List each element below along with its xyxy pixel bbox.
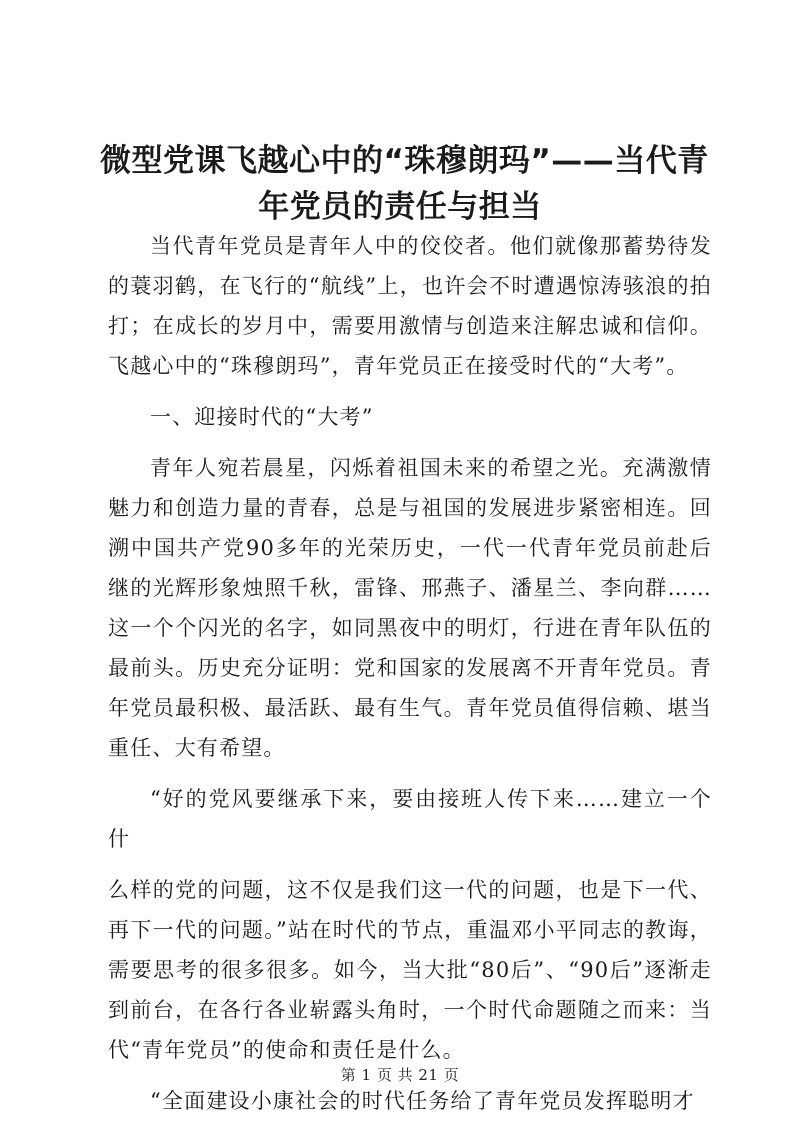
title-line-2: 年党员的责任与担当: [258, 189, 542, 225]
section-heading: 一、迎接时代的“大考”: [150, 405, 374, 429]
title-line-1: 微型党课飞越心中的“珠穆朗玛”——当代青: [100, 143, 709, 179]
paragraph-quote-start: “好的党风要继承下来，要由接班人传下来……建立一个什: [108, 787, 712, 851]
page-number-footer: 第 1 页 共 21 页: [340, 1066, 460, 1084]
paragraph-intro: 当代青年党员是青年人中的佼佼者。他们就像那蓄势待发的蓑羽鹤，在飞行的“航线”上，也许会不时遭遇惊涛骇浪的拍打；在成长的岁月中，需要用激情与创造来注解忠诚和信仰。飞越心中的“珠穆朗玛”，青年党员正在接受时代的“大考”。: [108, 234, 712, 378]
page-title: [100, 138, 709, 230]
paragraph-quote-continued: 么样的党的问题，这不仅是我们这一代的问题，也是下一代、再下一代的问题。”站在时代的节点，重温邓小平同志的教诲，需要思考的很多很多。如今，当大批“80后”、“90后”逐渐走到前台，在各行各业崭露头角时，一个时代命题随之而来：当代“青年党员”的使命和责任是什么。: [108, 878, 712, 1062]
paragraph-youth: 青年人宛若晨星，闪烁着祖国未来的希望之光。充满激情魅力和创造力量的青春，总是与祖国的发展进步紧密相连。回溯中国共产党90多年的光荣历史，一代一代青年党员前赴后继的光辉形象烛照千秋，雷锋、邢燕子、潘星兰、李向群……这一个个闪光的名字，如同黑夜中的明灯，行进在青年队伍的最前头。历史充分证明：党和国家的发展离不开青年党员。青年党员最积极、最活跃、最有生气。青年党员值得信赖、堪当重任、大有希望。: [108, 456, 712, 760]
document-body: [108, 226, 712, 1121]
paragraph-xiaokang: “全面建设小康社会的时代任务给了青年党员发挥聪明才: [150, 1089, 695, 1113]
